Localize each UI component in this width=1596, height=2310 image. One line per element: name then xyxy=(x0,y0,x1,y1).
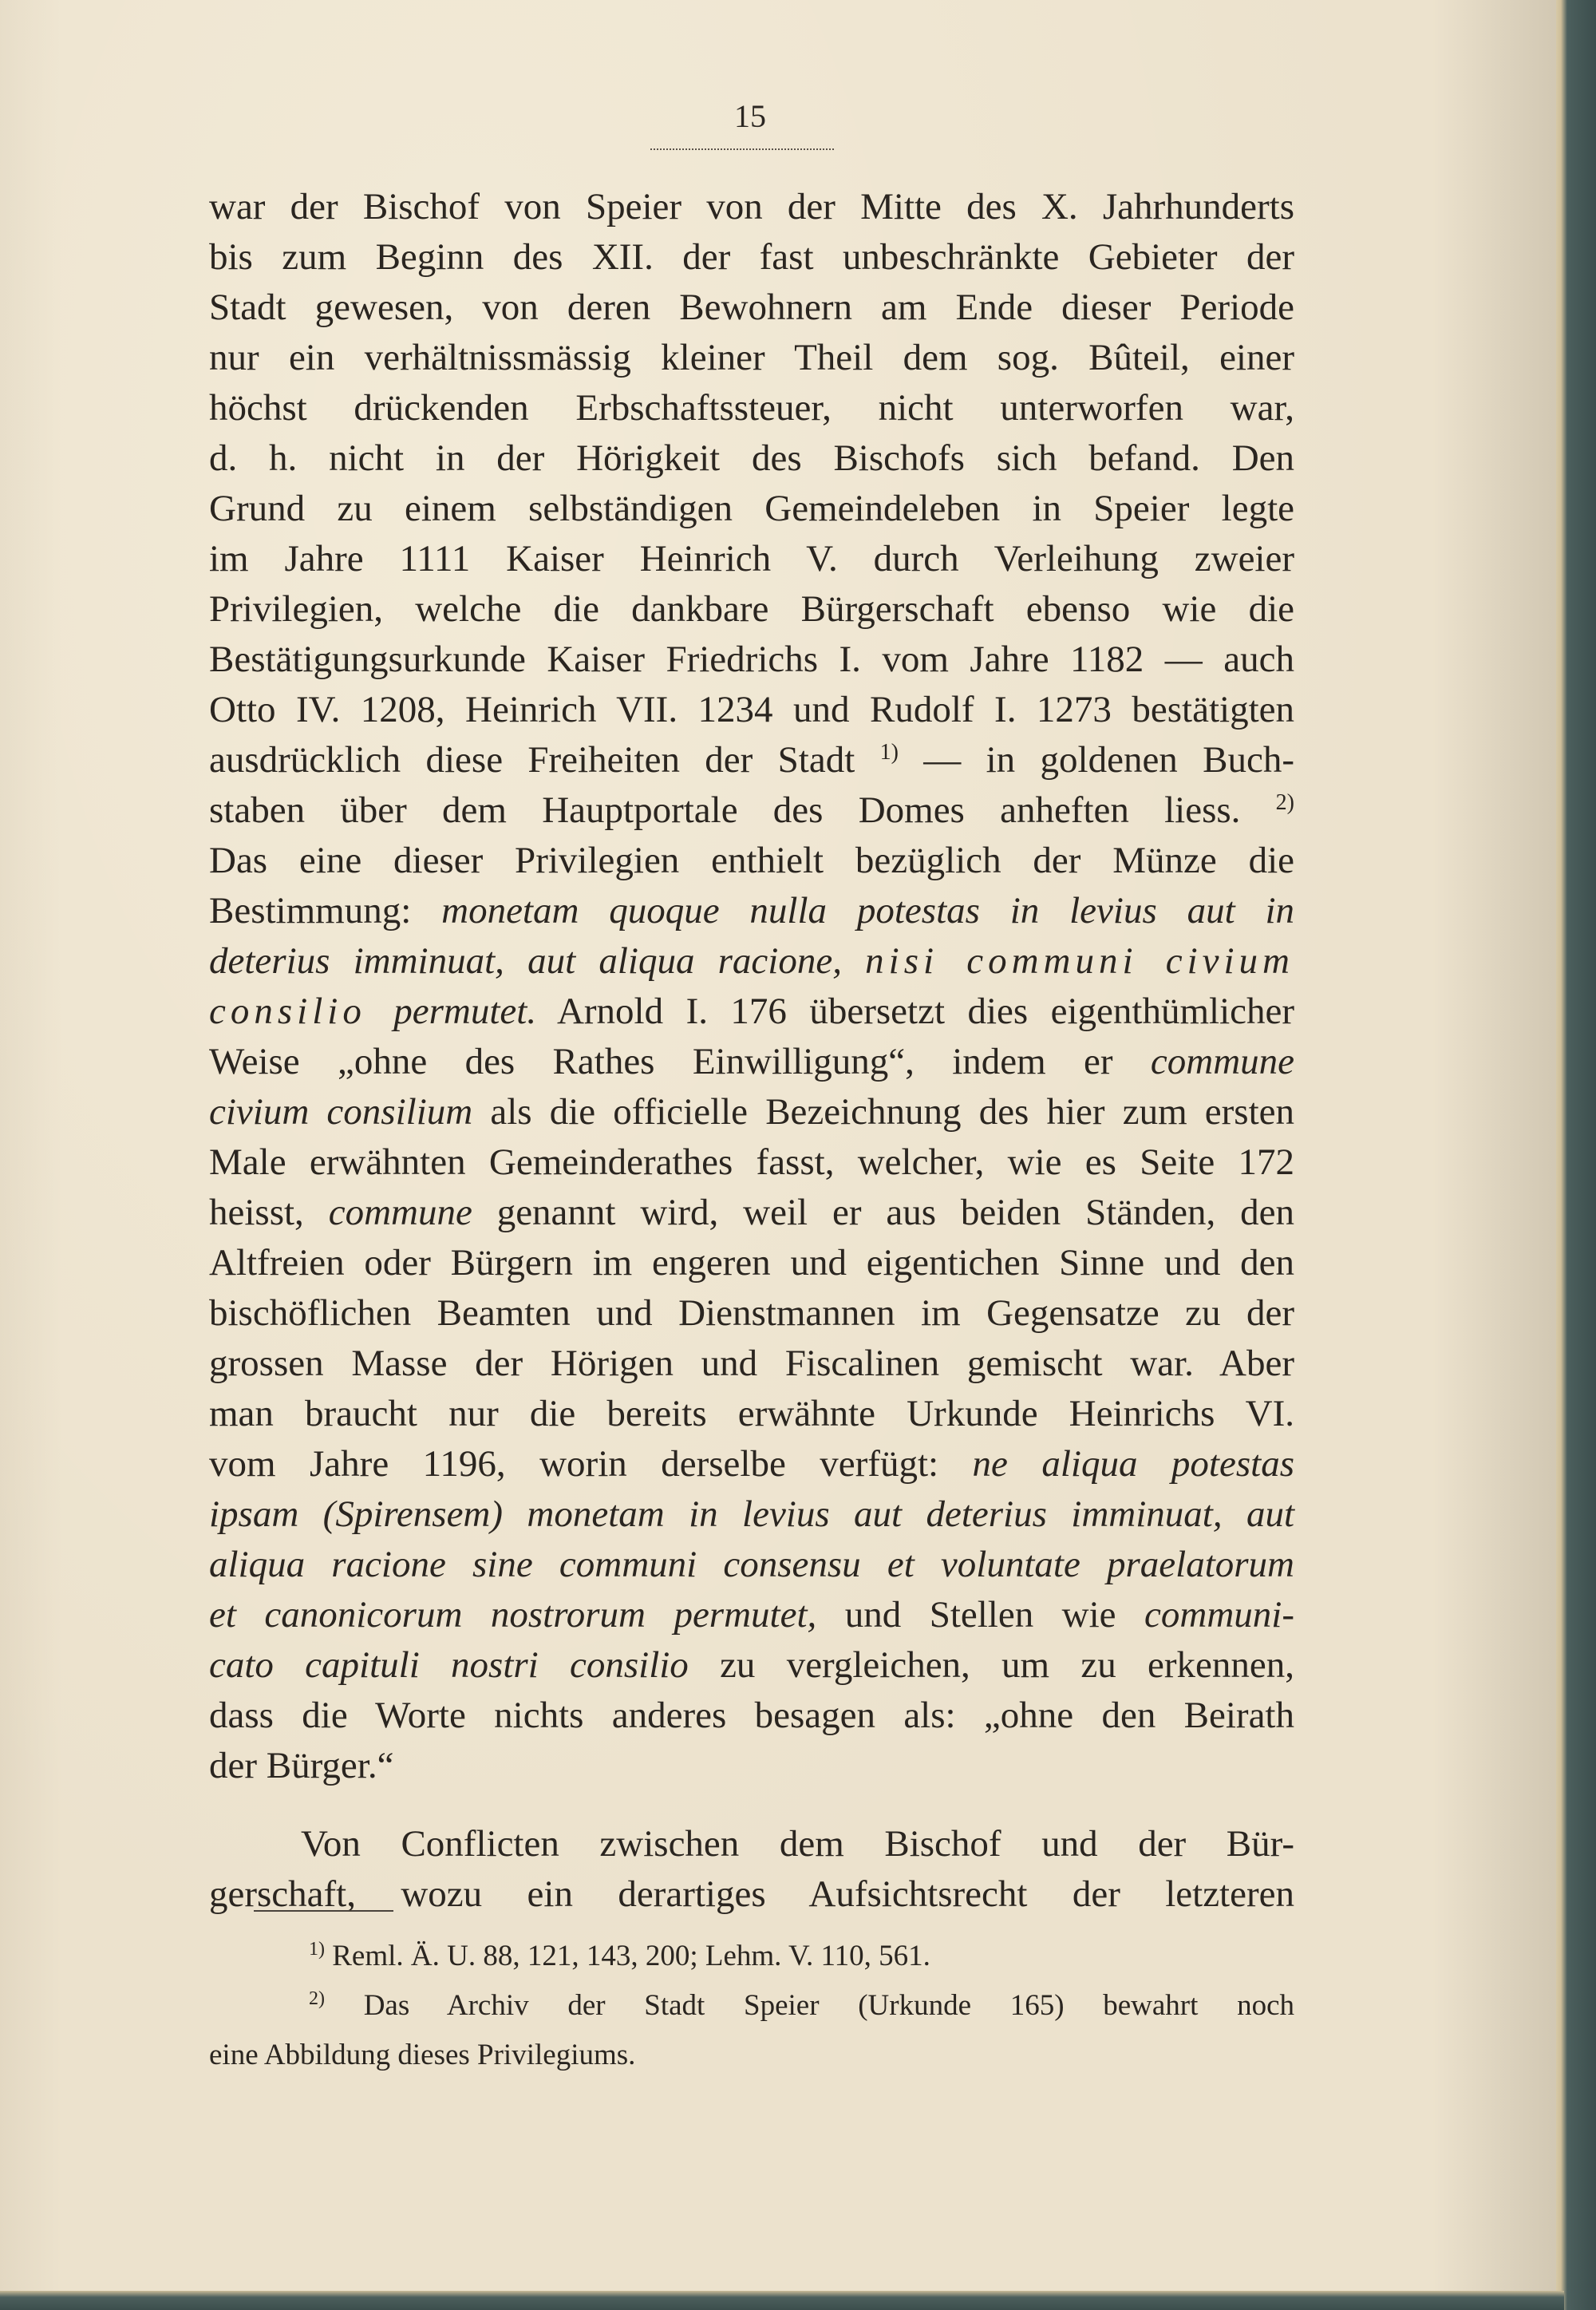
footnote-marker: 2) xyxy=(309,1988,325,2009)
book-edge-bottom xyxy=(0,2291,1564,2310)
text-line: höchst drückenden Erbschaftssteuer, nicht unterworfen war, xyxy=(209,387,1294,429)
text-line: Stadt gewesen, von deren Bewohnern am Ende dieser Periode xyxy=(209,287,1294,328)
text-line xyxy=(209,1188,1294,1238)
latin-quote: commune xyxy=(328,1192,472,1233)
text-span: Bestimmung: xyxy=(209,890,442,932)
text-line: dass die Worte nichts anderes besagen als: „ohne den Beirath xyxy=(209,1695,1294,1736)
text-span: vom Jahre 1196, worin derselbe verfügt: xyxy=(209,1443,973,1485)
text-span: — in goldenen Buch- xyxy=(898,739,1295,781)
paragraph-gap xyxy=(209,1791,1294,1819)
footnote-marker: 1) xyxy=(309,1939,325,1960)
text-line: d. h. nicht in der Hörigkeit des Bischofs sich befand. Den xyxy=(209,437,1294,479)
text-span: und Stellen wie xyxy=(816,1594,1145,1636)
book-edge-right xyxy=(1556,0,1596,2310)
text-line: Grund zu einem selbständigen Gemeindeleben in Speier legte xyxy=(209,488,1294,529)
text-line: Male erwähnten Gemeinderathes fasst, welcher, wie es Seite 172 xyxy=(209,1141,1294,1183)
latin-quote: commune xyxy=(1150,1041,1294,1082)
latin-quote: ne aliqua potestas xyxy=(972,1443,1294,1485)
text-line: bis zum Beginn des XII. der fast unbeschränkte Gebieter der xyxy=(209,236,1294,278)
latin-quote-spaced: consilio xyxy=(209,991,394,1032)
text-line xyxy=(209,735,1294,785)
text-span: als die officielle Bezeichnung des hier zum ersten xyxy=(472,1091,1294,1133)
footnote-1 xyxy=(209,1932,1294,1981)
text-line xyxy=(209,785,1294,836)
text-line: aliqua racione sine communi consensu et voluntate praelatorum xyxy=(209,1544,1294,1585)
text-line: nur ein verhältnissmässig kleiner Theil dem sog. Bûteil, einer xyxy=(209,337,1294,378)
body-text xyxy=(209,182,1294,1920)
footnote-text: Reml. Ä. U. 88, 121, 143, 200; Lehm. V. 110, 561. xyxy=(325,1940,930,1972)
latin-quote: communi- xyxy=(1144,1594,1294,1636)
page-number: 15 xyxy=(734,98,766,134)
text-line: man braucht nur die bereits erwähnte Urkunde Heinrichs VI. xyxy=(209,1393,1294,1434)
text-line xyxy=(209,1439,1294,1489)
latin-quote: permutet. xyxy=(393,991,537,1032)
text-span: staben über dem Hauptportale des Domes anheften liess. xyxy=(209,789,1276,831)
latin-quote: cato capituli nostri consilio xyxy=(209,1644,689,1686)
text-line: Otto IV. 1208, Heinrich VII. 1234 und Rudolf I. 1273 bestätigten xyxy=(209,689,1294,730)
text-span: zu vergleichen, um zu erkennen, xyxy=(688,1644,1294,1686)
footnote-ref-1: 1) xyxy=(879,740,899,765)
text-line xyxy=(209,1037,1294,1087)
text-line: Das eine dieser Privilegien enthielt bezüglich der Münze die xyxy=(209,840,1294,881)
text-line xyxy=(209,1590,1294,1640)
text-line: der Bürger.“ xyxy=(209,1745,394,1786)
text-line: war der Bischof von Speier von der Mitte des X. Jahrhunderts xyxy=(209,186,1294,227)
footnote-ref-2: 2) xyxy=(1275,790,1294,815)
text-span: Arnold I. 176 übersetzt dies eigenthümlicher xyxy=(536,991,1294,1032)
text-line: gerschaft, wozu ein derartiges Aufsichtsrecht der letzteren xyxy=(209,1873,1294,1915)
text-line: grossen Masse der Hörigen und Fiscalinen gemischt war. Aber xyxy=(209,1343,1294,1384)
text-line xyxy=(209,936,1294,987)
latin-quote: monetam quoque nulla potestas in levius aut in xyxy=(441,890,1295,932)
latin-quote-spaced: nisi communi civium xyxy=(865,940,1294,982)
text-line: Bestätigungsurkunde Kaiser Friedrichs I. vom Jahre 1182 — auch xyxy=(209,639,1294,680)
text-line xyxy=(209,1640,1294,1691)
text-line: Von Conflicten zwischen dem Bischof und der Bür- xyxy=(301,1823,1294,1865)
footnotes xyxy=(209,1932,1294,2080)
footnote-2-continuation: eine Abbildung dieses Privilegiums. xyxy=(209,2039,636,2071)
text-span: genannt wird, weil er aus beiden Ständen, den xyxy=(472,1192,1294,1233)
text-line: Privilegien, welche die dankbare Bürgerschaft ebenso wie die xyxy=(209,588,1294,630)
footnote-text: Das Archiv der Stadt Speier (Urkunde 165) bewahrt noch xyxy=(325,1989,1294,2022)
text-line xyxy=(209,1087,1294,1137)
text-line: ipsam (Spirensem) monetam in levius aut deterius imminuat, aut xyxy=(209,1493,1294,1535)
text-line: im Jahre 1111 Kaiser Heinrich V. durch Verleihung zweier xyxy=(209,538,1294,579)
latin-quote: et canonicorum nostrorum permutet, xyxy=(209,1594,817,1636)
text-line xyxy=(209,886,1294,936)
latin-quote: civium consilium xyxy=(209,1091,473,1133)
latin-quote: deterius imminuat, aut aliqua racione, xyxy=(209,940,866,982)
text-span: Weise „ohne des Rathes Einwilligung“, indem er xyxy=(209,1041,1151,1082)
text-line: bischöflichen Beamten und Dienstmannen im Gegensatze zu der xyxy=(209,1292,1294,1334)
footnote-2 xyxy=(209,1981,1294,2031)
text-span: ausdrücklich diese Freiheiten der Stadt xyxy=(209,739,880,781)
page-number-ornament xyxy=(650,142,834,150)
text-line xyxy=(209,987,1294,1037)
footnote-rule xyxy=(254,1910,393,1912)
text-span: heisst, xyxy=(209,1192,329,1233)
text-line: Altfreien oder Bürgern im engeren und eigentichen Sinne und den xyxy=(209,1242,1294,1284)
